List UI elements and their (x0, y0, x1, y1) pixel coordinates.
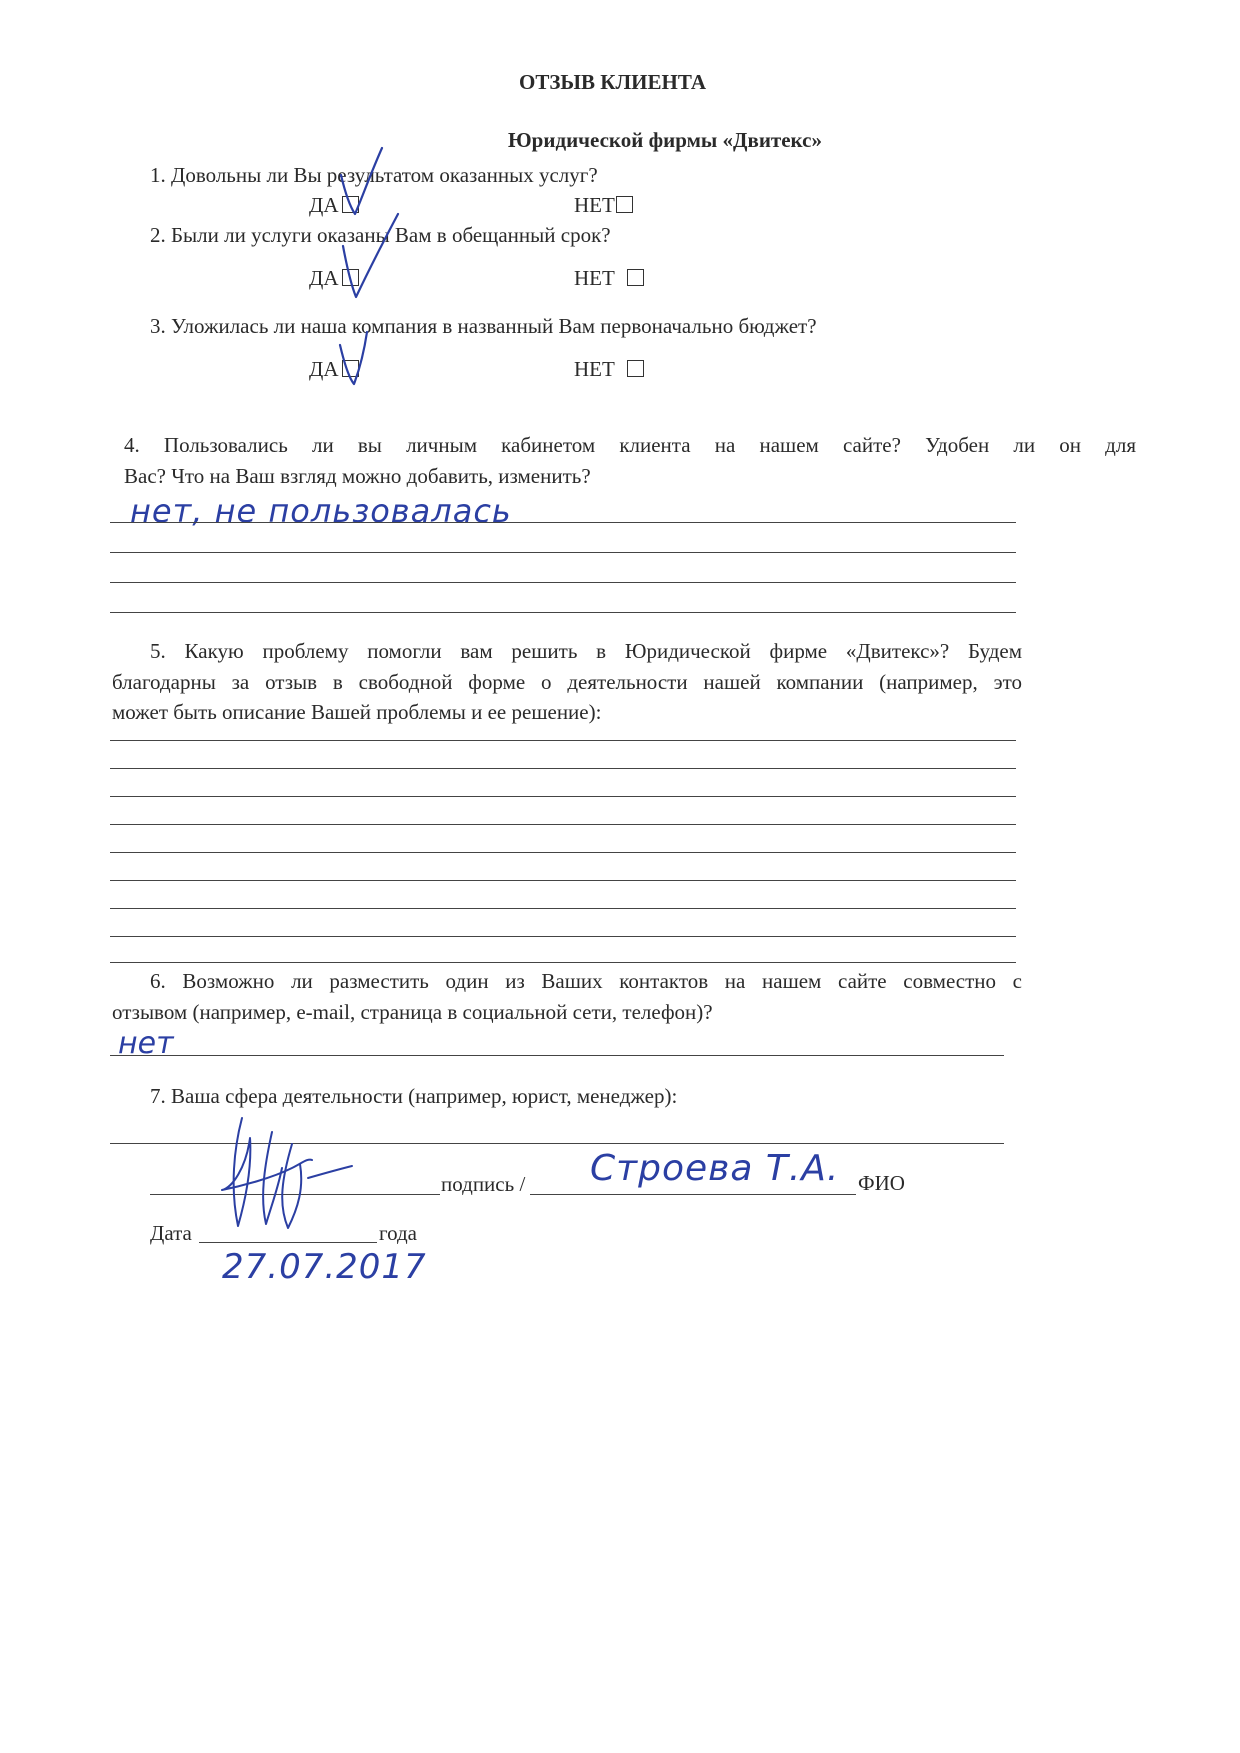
question-3-no-label: НЕТ (574, 357, 615, 381)
question-3-no-checkbox[interactable] (627, 360, 644, 377)
question-6-line-2: отзывом (например, e-mail, страница в социальной сети, телефон)? (112, 999, 713, 1024)
answer-line (110, 1143, 1004, 1144)
answer-line (110, 522, 1016, 523)
question-5-text (112, 636, 1022, 728)
form-title: ОТЗЫВ КЛИЕНТА (519, 70, 706, 94)
question-1-yes-label: ДА (309, 193, 339, 217)
question-3-text: 3. Уложилась ли наша компания в названный Вам первоначально бюджет? (150, 314, 817, 338)
question-3-yes-option[interactable] (309, 357, 359, 382)
form-subtitle: Юридической фирмы «Двитекс» (508, 128, 822, 152)
signature-line (150, 1194, 440, 1195)
question-5-line-2: благодарны за отзыв в свободной форме о деятельности нашей компании (например, это (112, 669, 1022, 694)
question-1-no-checkbox[interactable] (616, 196, 633, 213)
question-4-line-1: 4. Пользовались ли вы личным кабинетом клиента на нашем сайте? Удобен ли он для (124, 433, 1136, 457)
answer-line (110, 612, 1016, 613)
date-handwritten: 27.07.2017 (222, 1247, 427, 1287)
answer-line (110, 1055, 1004, 1056)
name-label: ФИО (858, 1171, 905, 1195)
question-1-no-option[interactable] (574, 193, 633, 218)
question-1-text: 1. Довольны ли Вы результатом оказанных услуг? (150, 163, 598, 187)
answer-line (110, 936, 1016, 937)
question-2-yes-checkbox[interactable] (342, 269, 359, 286)
answer-line (110, 796, 1016, 797)
question-2-text: 2. Были ли услуги оказаны Вам в обещанный срок? (150, 223, 611, 247)
answer-line (110, 582, 1016, 583)
question-2-no-checkbox[interactable] (627, 269, 644, 286)
question-1-yes-option[interactable] (309, 193, 359, 218)
question-1-yes-checkbox[interactable] (342, 196, 359, 213)
name-handwritten: Строева Т.А. (590, 1148, 840, 1189)
question-1-no-label: НЕТ (574, 193, 615, 217)
answer-line (110, 740, 1016, 741)
question-5-line-3: может быть описание Вашей проблемы и ее решение): (112, 700, 602, 724)
question-4-handwritten-answer: нет, не пользовалась (130, 492, 512, 530)
question-6-text (112, 966, 1022, 1027)
question-2-yes-label: ДА (309, 266, 339, 290)
answer-line (110, 852, 1016, 853)
answer-line (110, 824, 1016, 825)
year-label: года (379, 1221, 417, 1245)
question-2-no-label: НЕТ (574, 266, 615, 290)
question-3-yes-checkbox[interactable] (342, 360, 359, 377)
question-5-line-1: 5. Какую проблему помогли вам решить в Юридической фирме «Двитекс»? Будем (150, 639, 1022, 663)
question-3-no-option[interactable] (574, 357, 644, 382)
date-line (199, 1242, 377, 1243)
question-4-line-2: Вас? Что на Ваш взгляд можно добавить, изменить? (124, 463, 591, 488)
question-2-yes-option[interactable] (309, 266, 359, 291)
question-3-yes-label: ДА (309, 357, 339, 381)
answer-line (110, 552, 1016, 553)
answer-line (110, 880, 1016, 881)
question-4-text (124, 430, 1136, 491)
answer-line (110, 908, 1016, 909)
answer-line (110, 768, 1016, 769)
question-7-text: 7. Ваша сфера деятельности (например, юрист, менеджер): (150, 1084, 678, 1108)
handwritten-signature (212, 1108, 362, 1238)
name-line (530, 1194, 856, 1195)
question-2-no-option[interactable] (574, 266, 644, 291)
answer-line (110, 962, 1016, 963)
question-6-handwritten-answer: нет (118, 1026, 174, 1061)
question-6-line-1: 6. Возможно ли разместить один из Ваших контактов на нашем сайте совместно с (150, 969, 1022, 993)
date-label: Дата (150, 1221, 192, 1245)
signature-label: подпись / (441, 1172, 526, 1196)
